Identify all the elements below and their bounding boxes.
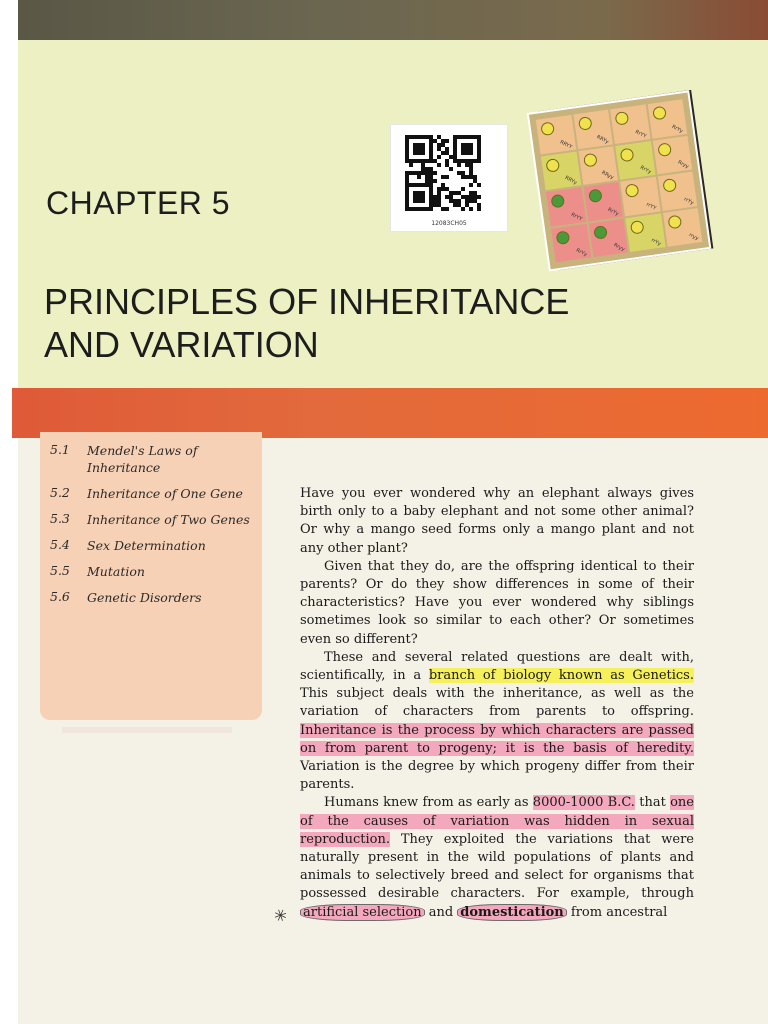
page-margin — [0, 0, 18, 1024]
punnett-cell — [541, 151, 581, 190]
pea-seed-icon — [582, 152, 597, 167]
section-item[interactable] — [50, 511, 260, 528]
genotype-label: RRYy — [563, 175, 578, 187]
punnett-cell — [583, 182, 623, 221]
punnett-cell — [573, 110, 613, 149]
pea-seed-icon — [657, 142, 672, 157]
handwritten-star-icon: ✳ — [271, 904, 291, 927]
artificial-selection-highlight: artificial selection — [300, 904, 425, 921]
paragraph-2: Given that they do, are the offspring identical to their parents? Or do they show differences in some of their characteristics? Have you ever wondered why siblings sometimes look so similar to each other? Or sometimes even so different? — [300, 558, 694, 647]
p4-text-a: Humans knew from as early as — [324, 795, 533, 811]
qr-code-id: 12083CH05 — [431, 220, 467, 227]
pea-seed-icon — [620, 147, 635, 162]
pea-seed-icon — [588, 189, 603, 204]
orange-banner — [12, 388, 768, 438]
p3-text-b: This subject deals with the inheritance, as well as the variation of characters from parents to offspring. — [300, 686, 694, 720]
punnett-cell — [647, 99, 687, 138]
section-item[interactable] — [50, 563, 260, 580]
section-list — [50, 442, 260, 615]
pea-seed-icon — [615, 111, 630, 126]
section-number: 5.3 — [50, 511, 70, 526]
p4-text-c: They exploited the variations that were naturally present in the wild populations of plants and animals to selectively breed and select for organisms that possessed desirable characters. For example, through — [300, 831, 694, 902]
section-item[interactable] — [50, 485, 260, 502]
top-strip — [18, 0, 768, 40]
date-highlight: 8000-1000 B.C. — [532, 795, 635, 811]
genotype-label: RRYy — [595, 133, 610, 145]
punnett-cell — [652, 135, 692, 174]
body-text — [300, 485, 694, 922]
section-number: 5.5 — [50, 563, 70, 578]
punnett-cell — [588, 218, 628, 257]
inheritance-definition-highlight: Inheritance is the process by which characters are passed on from parent to progeny; it is the basis of heredity. — [300, 722, 694, 756]
section-number: 5.1 — [50, 442, 70, 457]
punnett-cell — [625, 213, 665, 252]
punnett-cell — [657, 172, 697, 211]
section-title: Sex Determination — [87, 538, 206, 553]
paragraph-4 — [300, 794, 694, 921]
paragraph-3 — [300, 649, 694, 795]
punnett-cell — [615, 141, 655, 180]
genotype-label: Rryy — [612, 242, 626, 253]
punnett-grid — [529, 92, 709, 269]
section-item[interactable] — [50, 589, 260, 606]
section-title: Inheritance of One Gene — [87, 486, 243, 501]
genetics-highlight: branch of biology known as Genetics. — [428, 668, 694, 684]
genotype-label: RrYy — [639, 164, 653, 176]
pea-seed-icon — [540, 121, 555, 136]
genotype-label: RrYy — [606, 206, 620, 217]
faint-mark — [62, 727, 232, 733]
genotype-label: RrYy — [671, 123, 685, 134]
section-title: Mendel's Laws of Inheritance — [87, 443, 198, 475]
genotype-label: rrYy — [650, 237, 663, 248]
chapter-title: PRINCIPLES OF INHERITANCE AND VARIATION — [44, 281, 570, 365]
pea-seed-icon — [667, 214, 682, 229]
punnett-cell — [546, 187, 586, 226]
genotype-label: rrYy — [682, 195, 695, 206]
punnett-cell — [578, 146, 618, 185]
section-title: Mutation — [87, 564, 145, 579]
genotype-label: RrYY — [569, 211, 583, 222]
pea-seed-icon — [630, 219, 645, 234]
punnett-cell — [610, 104, 650, 143]
variation-cause-highlight: one of the causes of variation was hidden in sexual reproduction. — [300, 795, 694, 847]
genotype-label: RrYY — [633, 128, 647, 140]
punnett-cell — [662, 208, 702, 247]
punnett-cell — [620, 177, 660, 216]
punnett-cell — [551, 223, 591, 262]
pea-seed-icon — [545, 158, 560, 173]
genotype-label: RRyy — [600, 169, 615, 181]
pea-seed-icon — [652, 106, 667, 121]
qr-pattern — [405, 135, 481, 211]
section-number: 5.4 — [50, 537, 70, 552]
p4-end: from ancestral — [566, 904, 668, 920]
pea-seed-icon — [593, 225, 608, 240]
pea-seed-icon — [556, 230, 571, 245]
section-number: 5.2 — [50, 485, 70, 500]
genotype-label: rryy — [687, 232, 700, 242]
p4-and: and — [424, 904, 458, 920]
section-number: 5.6 — [50, 589, 70, 604]
section-title: Genetic Disorders — [87, 590, 202, 605]
section-list-box — [40, 432, 262, 720]
pea-seed-icon — [577, 116, 592, 131]
domestication-highlight: domestication — [457, 904, 566, 921]
pea-seed-icon — [625, 183, 640, 198]
section-item[interactable] — [50, 537, 260, 554]
pea-seed-icon — [662, 178, 677, 193]
genotype-label: Rryy — [676, 159, 690, 171]
pea-seed-icon — [550, 194, 565, 209]
paragraph-1: Have you ever wondered why an elephant always gives birth only to a baby elephant and not some other animal? Or why a mango seed forms only a mango plant and not any other plant? — [300, 486, 694, 556]
section-item[interactable] — [50, 442, 260, 476]
section-title: Inheritance of Two Genes — [87, 512, 250, 527]
chapter-label: CHAPTER 5 — [46, 185, 231, 221]
punnett-square-illustration — [523, 78, 726, 281]
genotype-label: rrYY — [645, 201, 658, 212]
punnett-cell — [536, 115, 576, 154]
genotype-label: RrYy — [574, 247, 588, 259]
p3-text-c: Variation is the degree by which progeny differ from their parents. — [300, 759, 694, 793]
p3-text-a: These and several related questions are dealt with, scientifically, in a — [300, 649, 694, 684]
qr-code[interactable] — [390, 124, 508, 232]
genotype-label: RRYY — [558, 138, 573, 150]
p4-text-b: that — [634, 795, 671, 811]
